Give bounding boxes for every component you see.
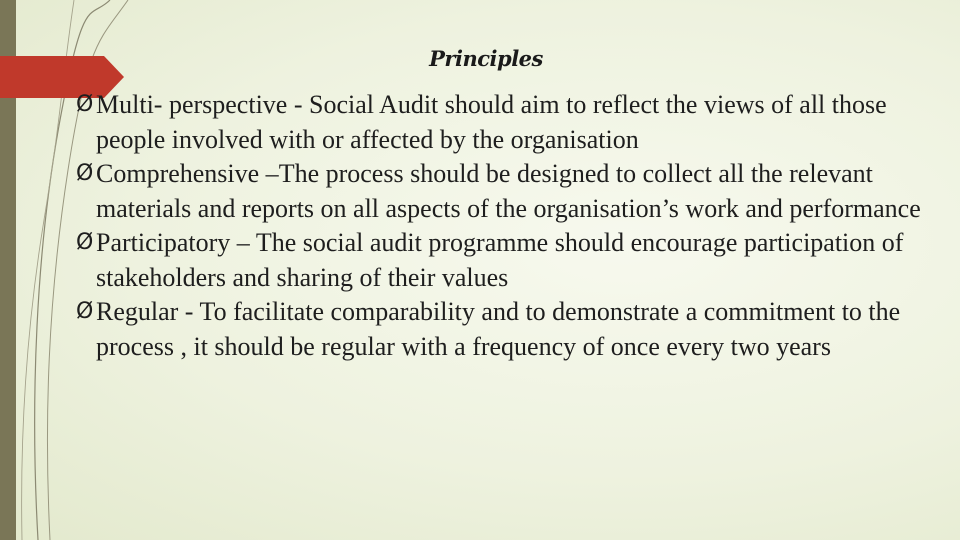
arrow-bullet-icon: Ø [76, 161, 94, 186]
bullet-text: The social audit programme should encourage participation of stakeholders and sharing of their values [96, 228, 904, 292]
bullet-heading: Participatory – [96, 228, 256, 257]
bullet-list [76, 88, 936, 364]
arrow-bullet-icon: Ø [76, 92, 94, 117]
bullet-item-regular [76, 295, 936, 364]
bullet-text: To facilitate comparability and to demonstrate a commitment to the process , it should be regular with a frequency of once every two years [96, 297, 901, 361]
bullet-text: The process should be designed to collect all the relevant materials and reports on all aspects of the organisation’s work and performance [96, 159, 921, 223]
bullet-heading: Comprehensive – [96, 159, 279, 188]
bullet-heading: Regular - [96, 297, 200, 326]
bullet-heading: Multi- perspective - [96, 90, 309, 119]
bullet-item-participatory [76, 226, 936, 295]
bullet-item-comprehensive [76, 157, 936, 226]
arrow-bullet-icon: Ø [76, 299, 94, 324]
bullet-text: Social Audit should aim to reflect the views of all those people involved with or affected by the organisation [96, 90, 887, 154]
arrow-bullet-icon: Ø [76, 230, 94, 255]
slide-title: Principles [429, 46, 543, 71]
bullet-item-multi-perspective [76, 88, 936, 157]
